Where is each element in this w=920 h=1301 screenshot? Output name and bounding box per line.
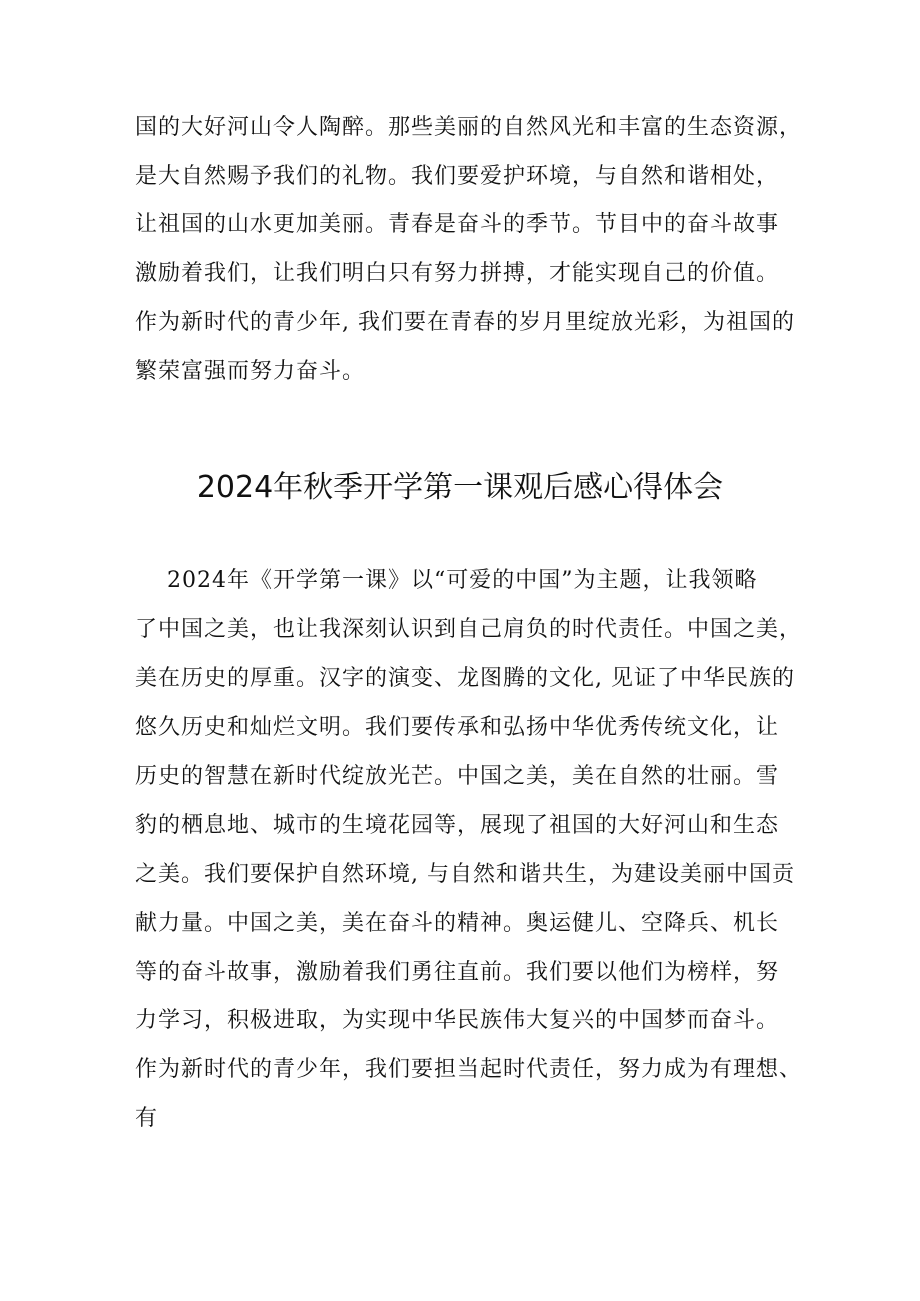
text-line: 之美。我们要保护自然环境, 与自然和谐共生，为建设美丽中国贡 [135,862,795,887]
text-line: 让祖国的山水更加美丽。青春是奋斗的季节。节目中的奋斗故事 [135,212,780,237]
text-line: 献力量。中国之美，美在奋斗的精神。奥运健儿、空降兵、机长 [135,911,780,936]
text-line: 2024年《开学第一课》以“可爱的中国”为主题，让我领略 [135,568,758,593]
text-line: 历史的智慧在新时代绽放光芒。中国之美，美在自然的壮丽。雪 [135,764,780,789]
text-line: 是大自然赐予我们的礼物。我们要爱护环境，与自然和谐相处， [135,164,780,189]
text-line: 美在历史的厚重。汉字的演变、龙图腾的文化, 见证了中华民族的 [135,666,795,691]
text-line: 作为新时代的青少年，我们要担当起时代责任，努力成为有理想、 [135,1057,803,1082]
text-line: 等的奋斗故事，激励着我们勇往直前。我们要以他们为榜样，努 [135,960,780,985]
text-line: 有 [135,1106,159,1131]
text-line: 繁荣富强而努力奋斗。 [135,359,366,384]
section-title: 2024年秋季开学第一课观后感心得体会 [196,470,724,505]
text-line: 豹的栖息地、城市的生境花园等，展现了祖国的大好河山和生态 [135,813,780,838]
text-line: 国的大好河山令人陶醉。那些美丽的自然风光和丰富的生态资源， [135,115,803,140]
text-line: 作为新时代的青少年, 我们要在青春的岁月里绽放光彩，为祖国的 [135,310,795,335]
text-line: 激励着我们，让我们明白只有努力拼搏，才能实现自己的价值。 [135,261,780,286]
text-line: 力学习，积极进取，为实现中华民族伟大复兴的中国梦而奋斗。 [135,1008,780,1033]
text-line: 了中国之美，也让我深刻认识到自己肩负的时代责任。中国之美， [135,617,803,642]
text-line: 悠久历史和灿烂文明。我们要传承和弘扬中华优秀传统文化，让 [135,715,780,740]
